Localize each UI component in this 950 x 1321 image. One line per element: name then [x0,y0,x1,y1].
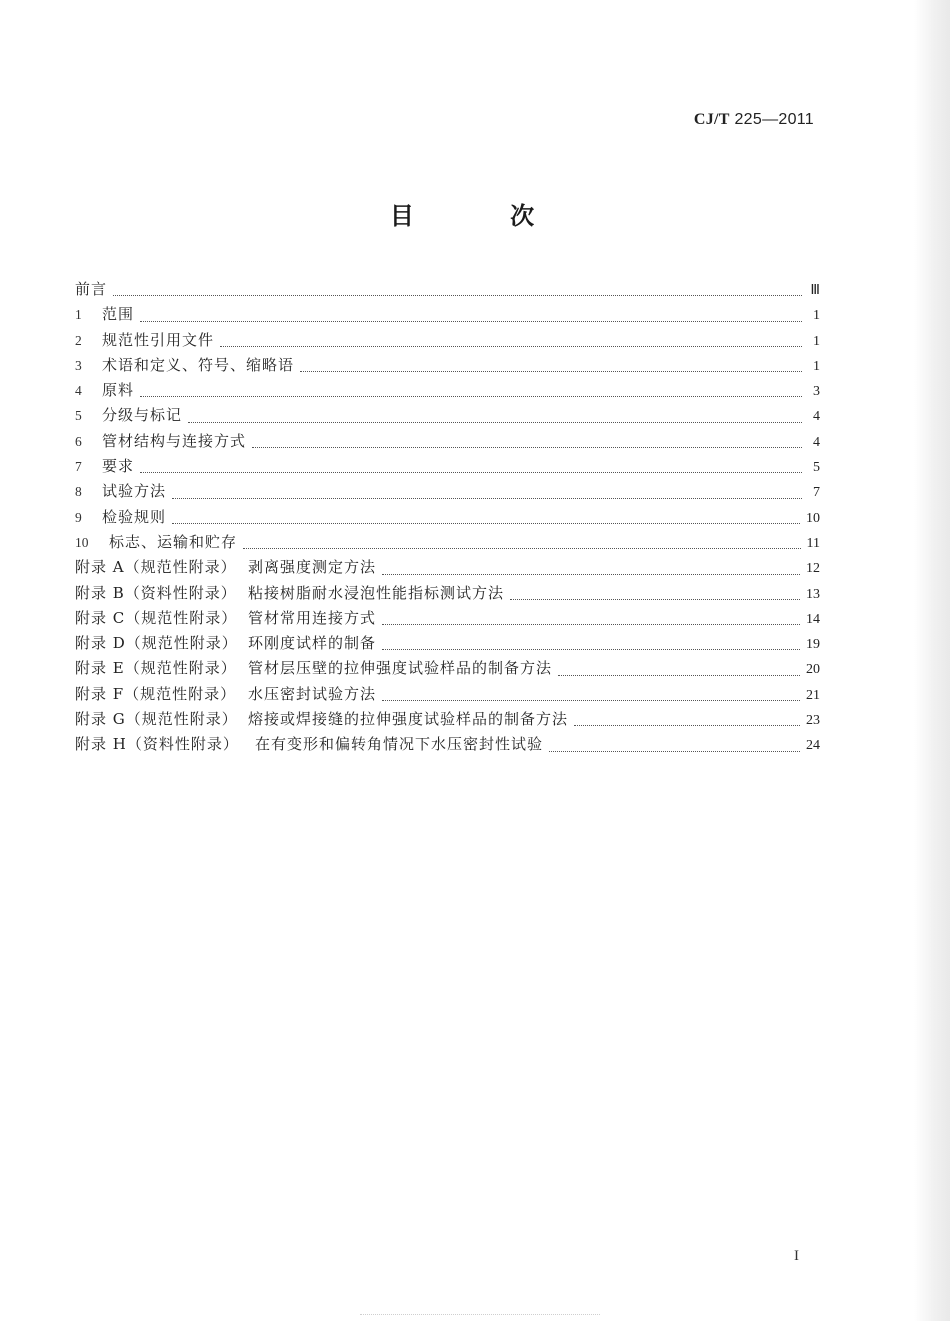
toc-entry-page: 13 [806,586,820,602]
toc-entry-appendix-a[interactable] [75,555,820,580]
toc-entry-label: 在有变形和偏转角情况下水压密封性试验 [255,735,544,754]
table-of-contents [75,277,820,758]
toc-entry-label: 范围 [102,305,135,324]
toc-entry-label: 术语和定义、符号、缩略语 [102,355,295,374]
toc-entry-4[interactable] [75,378,820,403]
toc-leader-dots [220,346,802,347]
toc-entry-page: 12 [806,561,820,577]
toc-entry-label: 水压密封试验方法 [248,684,377,703]
toc-entry-10[interactable] [75,530,820,555]
toc-entry-label: 检验规则 [102,507,167,526]
toc-entry-number: 9 [75,509,82,525]
toc-appendix-prefix: 附录 H（资料性附录） [75,735,239,754]
toc-entry-number: 4 [75,383,82,399]
toc-entry-page: 1 [813,308,820,324]
toc-leader-dots [113,295,802,296]
toc-appendix-prefix: 附录 A（规范性附录） [75,558,237,577]
toc-entry-label: 管材层压壁的拉伸强度试验样品的制备方法 [248,659,553,678]
toc-entry-label: 剥离强度测定方法 [248,558,377,577]
toc-entry-page: 1 [813,333,820,349]
toc-entry-label: 管材结构与连接方式 [102,431,247,450]
standard-code: 225—2011 [734,111,814,128]
toc-leader-dots [574,725,800,726]
toc-entry-number: 10 [75,534,89,550]
toc-entry-label: 标志、运输和贮存 [109,532,238,551]
toc-entry-appendix-f[interactable] [75,682,820,707]
toc-entry-1[interactable] [75,302,820,327]
toc-entry-page: 19 [806,637,820,653]
toc-entry-6[interactable] [75,429,820,454]
toc-entry-label: 要求 [102,457,135,476]
toc-entry-page: 20 [806,662,820,678]
toc-leader-dots [172,498,802,499]
toc-leader-dots [140,321,802,322]
toc-entry-page: 23 [806,713,820,729]
toc-entry-page: 21 [806,687,820,703]
toc-entry-page: 24 [806,738,820,754]
toc-entry-3[interactable] [75,353,820,378]
toc-appendix-prefix: 附录 G（规范性附录） [75,710,238,729]
toc-entry-appendix-g[interactable] [75,707,820,732]
toc-leader-dots [382,649,800,650]
toc-entry-number: 5 [75,408,82,424]
toc-entry-9[interactable] [75,505,820,530]
toc-entry-appendix-h[interactable] [75,732,820,757]
toc-entry-7[interactable] [75,454,820,479]
toc-leader-dots [549,751,800,752]
toc-entry-foreword[interactable] [75,277,820,302]
toc-leader-dots [172,523,800,524]
toc-entry-page: 10 [806,510,820,526]
toc-leader-dots [382,624,800,625]
toc-entry-number: 7 [75,459,82,475]
toc-entry-label: 熔接或焊接缝的拉伸强度试验样品的制备方法 [248,710,569,729]
toc-entry-5[interactable] [75,403,820,428]
toc-entry-appendix-c[interactable] [75,606,820,631]
toc-entry-page: 4 [813,409,820,425]
toc-entry-page: 4 [813,434,820,450]
toc-entry-page: 1 [813,358,820,374]
scan-artifact [360,1314,600,1319]
toc-entry-label: 原料 [102,381,135,400]
toc-entry-8[interactable] [75,479,820,504]
toc-entry-label: 环刚度试样的制备 [248,634,377,653]
toc-leader-dots [510,599,800,600]
toc-entry-number: 3 [75,357,82,373]
toc-appendix-prefix: 附录 B（资料性附录） [75,583,237,602]
toc-entry-label: 试验方法 [102,482,167,501]
toc-entry-page: 3 [813,384,820,400]
toc-entry-label: 分级与标记 [102,406,183,425]
toc-leader-dots [140,472,802,473]
toc-entry-number: 8 [75,484,82,500]
page-title: 目 次 [389,201,579,230]
toc-entry-number: 6 [75,433,82,449]
toc-entry-number: 2 [75,332,82,348]
toc-entry-page: 7 [813,485,820,501]
toc-entry-appendix-d[interactable] [75,631,820,656]
toc-appendix-prefix: 附录 E（规范性附录） [75,659,237,678]
toc-entry-appendix-b[interactable] [75,581,820,606]
toc-leader-dots [188,422,802,423]
toc-leader-dots [243,548,801,549]
toc-leader-dots [382,574,800,575]
toc-entry-page: 11 [806,535,820,551]
toc-leader-dots [300,371,802,372]
toc-entry-appendix-e[interactable] [75,656,820,681]
toc-entry-number: 1 [75,307,82,323]
toc-appendix-prefix: 附录 F（规范性附录） [75,684,237,703]
toc-appendix-prefix: 附录 D（规范性附录） [75,634,238,653]
toc-entry-page: 14 [806,611,820,627]
standard-prefix: CJ/T [693,111,730,128]
page-number: I [794,1248,799,1264]
standard-number [694,111,814,129]
toc-entry-label: 规范性引用文件 [102,330,215,349]
toc-entry-label: 管材常用连接方式 [248,608,377,627]
toc-leader-dots [252,447,802,448]
toc-leader-dots [382,700,800,701]
toc-entry-2[interactable] [75,328,820,353]
toc-entry-label: 粘接树脂耐水浸泡性能指标测试方法 [248,583,505,602]
toc-leader-dots [140,396,802,397]
toc-appendix-prefix: 附录 C（规范性附录） [75,608,238,627]
toc-entry-page: 5 [813,460,820,476]
toc-entry-page: Ⅲ [810,283,820,298]
toc-leader-dots [558,675,800,676]
toc-entry-label: 前言 [75,280,108,298]
